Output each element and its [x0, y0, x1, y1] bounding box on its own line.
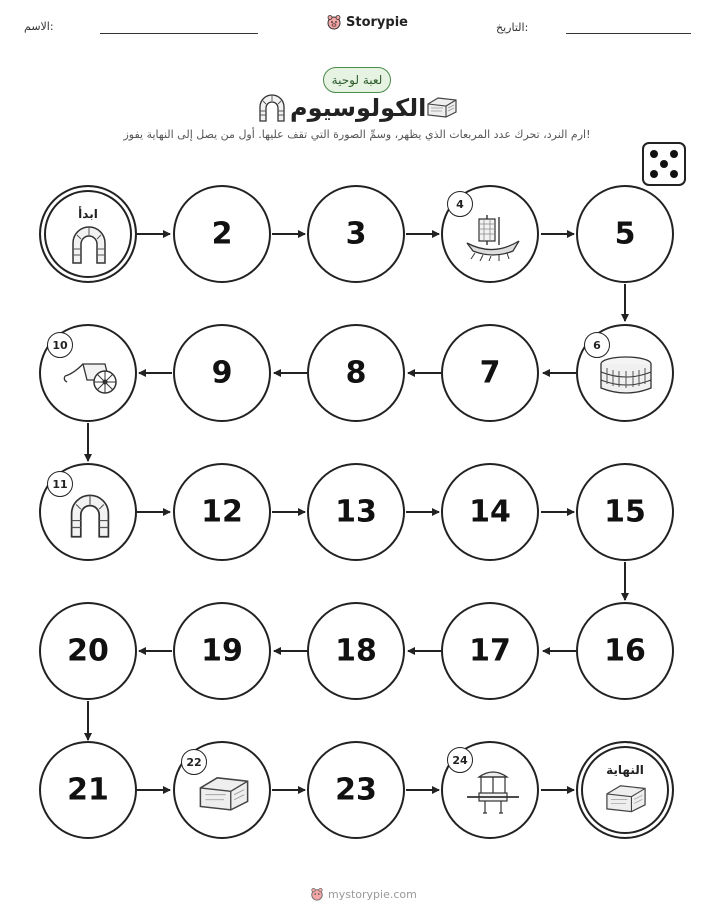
- space-3[interactable]: 3: [307, 185, 405, 283]
- ship-icon: [465, 211, 521, 261]
- arch-icon: [67, 493, 113, 539]
- space-13[interactable]: 13: [307, 463, 405, 561]
- space-24[interactable]: [441, 741, 539, 839]
- space-8[interactable]: 8: [307, 324, 405, 422]
- name-label: الاسم:: [24, 20, 54, 33]
- space-number-badge: 6: [584, 332, 610, 358]
- space-21[interactable]: 21: [39, 741, 137, 839]
- space-18[interactable]: 18: [307, 602, 405, 700]
- stone-block-icon: [604, 783, 648, 813]
- game-type-badge: لعبة لوحية: [323, 67, 391, 93]
- chariot-icon: [61, 356, 121, 396]
- space-4[interactable]: [441, 185, 539, 283]
- pig-icon: [310, 887, 324, 901]
- page-title: الكولوسيوم: [290, 94, 427, 122]
- space-15[interactable]: 15: [576, 463, 674, 561]
- finish-space[interactable]: [576, 741, 674, 839]
- instructions-text: ارم النرد، تحرك عدد المربعات الذي يظهر، وسمِّ الصورة التي تقف عليها. أول من يصل إلى النهاية يفوز!: [123, 128, 591, 141]
- space-20[interactable]: 20: [39, 602, 137, 700]
- brand-name: Storypie: [346, 14, 408, 30]
- start-space[interactable]: [39, 185, 137, 283]
- space-23[interactable]: 23: [307, 741, 405, 839]
- stone-block-icon: [197, 773, 251, 813]
- space-number-badge: 24: [447, 747, 473, 773]
- litter-icon: [465, 767, 521, 817]
- space-7[interactable]: 7: [441, 324, 539, 422]
- space-16[interactable]: 16: [576, 602, 674, 700]
- date-label: التاريخ:: [496, 21, 529, 34]
- space-19[interactable]: 19: [173, 602, 271, 700]
- finish-label: النهاية: [606, 763, 644, 777]
- space-number-badge: 11: [47, 471, 73, 497]
- space-17[interactable]: 17: [441, 602, 539, 700]
- space-2[interactable]: 2: [173, 185, 271, 283]
- space-6[interactable]: [576, 324, 674, 422]
- colosseum-icon: [598, 354, 654, 396]
- footer-url[interactable]: mystorypie.com: [328, 887, 417, 901]
- space-5[interactable]: 5: [576, 185, 674, 283]
- footer: [310, 887, 417, 901]
- space-number-badge: 22: [181, 749, 207, 775]
- space-22[interactable]: [173, 741, 271, 839]
- space-9[interactable]: 9: [173, 324, 271, 422]
- space-number-badge: 10: [47, 332, 73, 358]
- space-12[interactable]: 12: [173, 463, 271, 561]
- start-label: ابدأ: [78, 207, 98, 221]
- space-10[interactable]: [39, 324, 137, 422]
- space-14[interactable]: 14: [441, 463, 539, 561]
- arch-icon: [69, 225, 109, 265]
- space-number-badge: 4: [447, 191, 473, 217]
- space-11[interactable]: [39, 463, 137, 561]
